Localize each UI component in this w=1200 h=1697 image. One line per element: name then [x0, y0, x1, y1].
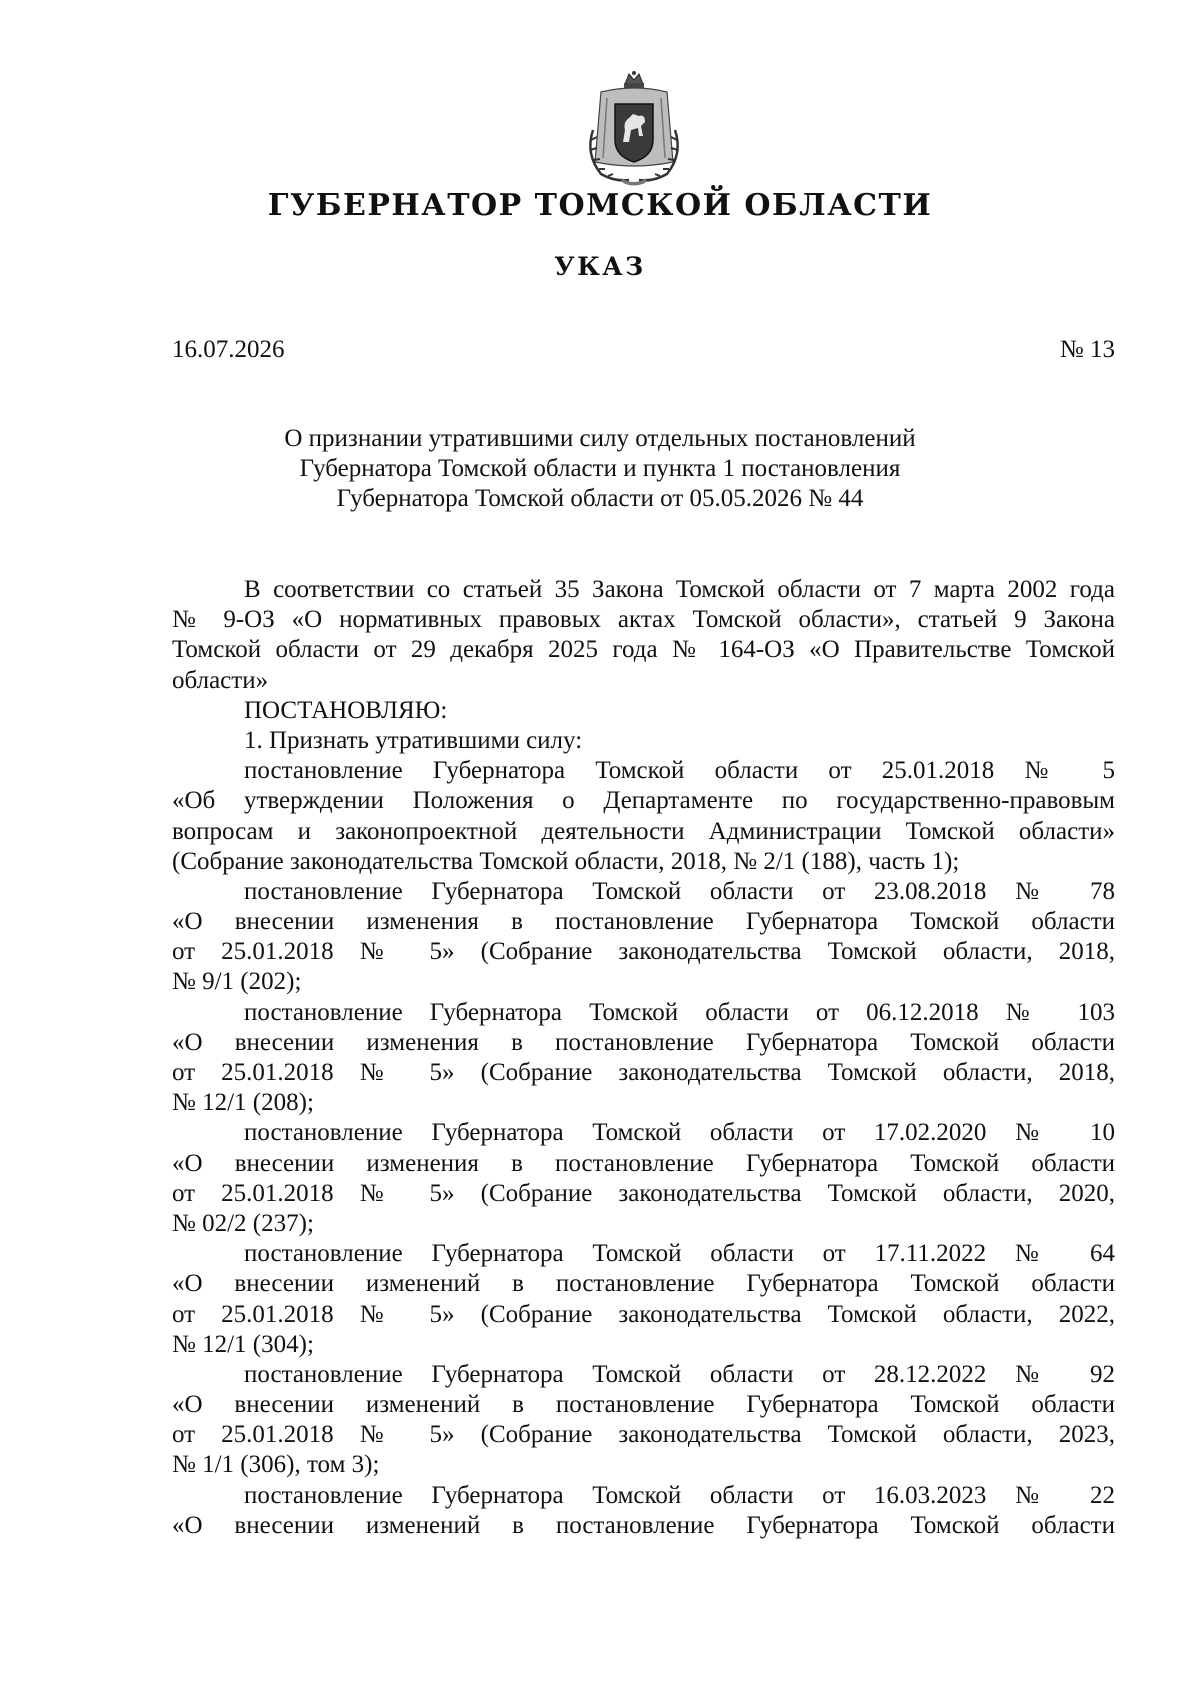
act-line: постановление Губернатора Томской области от 25.01.2018 № 5 — [244, 757, 1115, 785]
act-line: № 12/1 (208); — [172, 1089, 314, 1117]
act-line: постановление Губернатора Томской области от 16.03.2023 № 22 — [244, 1481, 1115, 1509]
act-line: № 9/1 (202); — [172, 968, 302, 996]
act-line: от 25.01.2018 № 5» (Собрание законодательства Томской области, 2018, — [172, 938, 1115, 966]
coat-of-arms-emblem — [581, 70, 687, 188]
decree-word: ПОСТАНОВЛЯЮ: — [244, 696, 448, 724]
act-line: постановление Губернатора Томской области от 06.12.2018 № 103 — [244, 998, 1115, 1026]
act-line: «О внесении изменений в постановление Губернатора Томской области — [172, 1270, 1115, 1298]
issuing-authority: ГУБЕРНАТОР ТОМСКОЙ ОБЛАСТИ — [267, 188, 933, 223]
act-line: «О внесении изменения в постановление Губернатора Томской области — [172, 1028, 1115, 1056]
act-line: от 25.01.2018 № 5» (Собрание законодательства Томской области, 2020, — [172, 1179, 1115, 1207]
act-line: «Об утверждении Положения о Департаменте по государственно-правовым — [172, 787, 1115, 815]
document-body — [172, 575, 1115, 1541]
title-line: Губернатора Томской области и пункта 1 постановления — [299, 455, 901, 482]
act-line: «О внесении изменений в постановление Губернатора Томской области — [172, 1511, 1115, 1539]
act-line: постановление Губернатора Томской области от 23.08.2018 № 78 — [244, 877, 1115, 905]
act-line: № 1/1 (306), том 3); — [172, 1451, 380, 1479]
title-line: О признании утратившими силу отдельных постановлений — [284, 425, 916, 452]
act-line: от 25.01.2018 № 5» (Собрание законодательства Томской области, 2023, — [172, 1421, 1115, 1449]
preamble-line: В соответствии со статьей 35 Закона Томской области от 7 марта 2002 года — [244, 576, 1115, 603]
item-1-label: 1. Признать утратившими силу: — [244, 726, 583, 754]
act-line: постановление Губернатора Томской области от 17.02.2020 № 10 — [244, 1119, 1115, 1147]
preamble-line: № 9-ОЗ «О нормативных правовых актах Томской области», статьей 9 Закона — [172, 606, 1115, 634]
title-line: Губернатора Томской области от 05.05.2026 № 44 — [336, 485, 864, 512]
act-line: «О внесении изменений в постановление Губернатора Томской области — [172, 1391, 1115, 1419]
preamble-line: области» — [172, 666, 269, 694]
act-line: (Собрание законодательства Томской области, 2018, № 2/1 (188), часть 1); — [172, 847, 960, 875]
document-number: № 13 — [1059, 336, 1115, 363]
act-line: «О внесении изменения в постановление Губернатора Томской области — [172, 1149, 1115, 1177]
act-line: № 02/2 (237); — [172, 1209, 314, 1237]
document-type: УКАЗ — [554, 252, 646, 281]
act-line: от 25.01.2018 № 5» (Собрание законодательства Томской области, 2022, — [172, 1300, 1115, 1328]
act-line: «О внесении изменения в постановление Губернатора Томской области — [172, 908, 1115, 936]
document-title — [0, 424, 1200, 514]
preamble-line: Томской области от 29 декабря 2025 года № 164-ОЗ «О Правительстве Томской — [172, 636, 1115, 664]
act-line: от 25.01.2018 № 5» (Собрание законодательства Томской области, 2018, — [172, 1059, 1115, 1086]
act-line: вопросам и законопроектной деятельности Администрации Томской области» — [172, 817, 1115, 845]
act-line: постановление Губернатора Томской области от 28.12.2022 № 92 — [244, 1360, 1115, 1388]
act-line: постановление Губернатора Томской области от 17.11.2022 № 64 — [244, 1240, 1115, 1268]
act-line: № 12/1 (304); — [172, 1330, 314, 1358]
document-date: 16.07.2026 — [172, 336, 285, 363]
